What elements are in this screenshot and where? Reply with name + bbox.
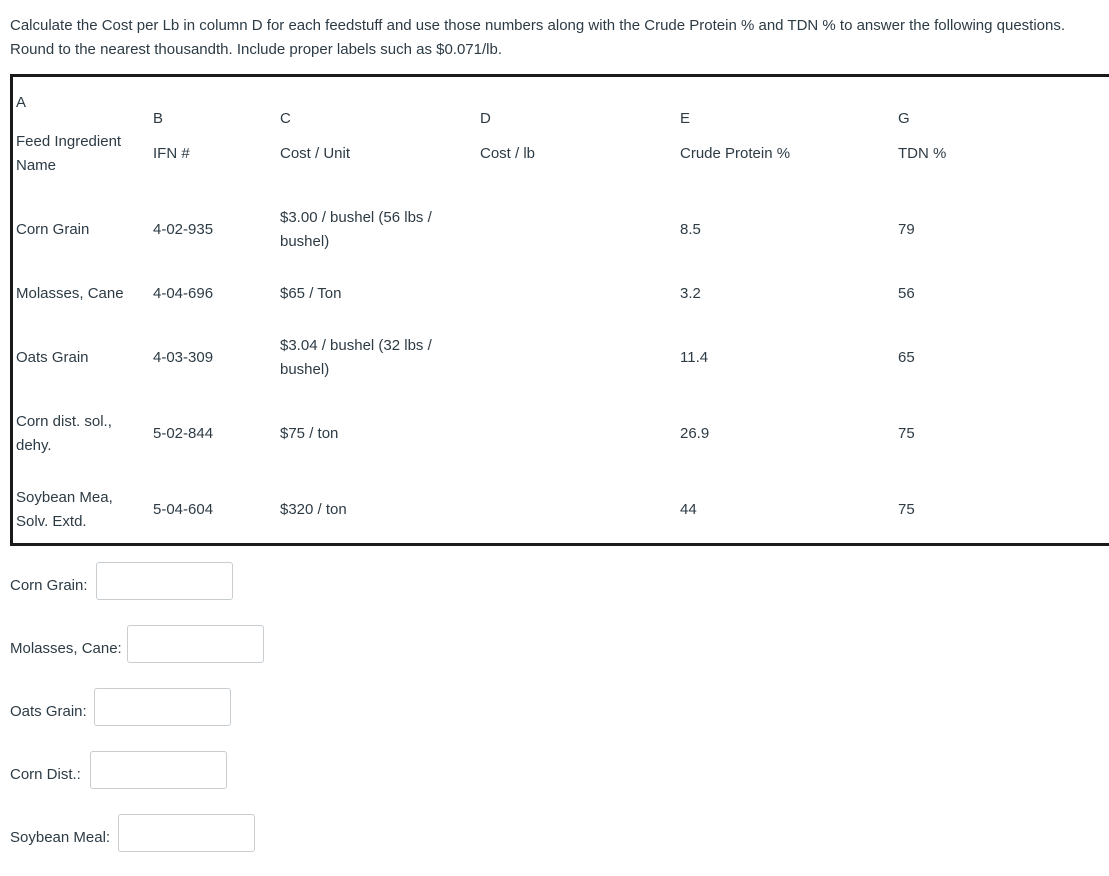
row-corn-grain-cost-unit: $3.00 / bushel (56 lbs / bushel) xyxy=(280,209,432,250)
header-cost-lb: Cost / lb xyxy=(480,145,536,162)
row-oats-grain-ifn: 4-03-309 xyxy=(153,349,214,366)
header-crude-protein: Crude Protein % xyxy=(680,145,791,162)
question-instructions: Calculate the Cost per Lb in column D for each feedstuff and use those numbers along with the Crude Protein % and TDN % to answer the following questions. Round to the nearest thousandth. Include proper labels such as $0.071/lb. xyxy=(10,17,1066,58)
row-soybean-meal-cost-unit: $320 / ton xyxy=(280,501,347,518)
column-letter-a: A xyxy=(16,94,27,111)
row-corn-grain-ifn: 4-02-935 xyxy=(153,221,214,238)
answer-label-corn-grain: Corn Grain: xyxy=(10,577,88,594)
column-letter-g: G xyxy=(898,110,910,127)
row-molasses-ifn: 4-04-696 xyxy=(153,285,214,302)
row-corn-dist-crude-protein: 26.9 xyxy=(680,425,710,442)
row-corn-dist-tdn: 75 xyxy=(898,425,915,442)
answer-input-soybean-meal[interactable] xyxy=(118,814,255,852)
answer-input-oats-grain[interactable] xyxy=(94,688,231,726)
feedstuff-table xyxy=(10,74,1109,546)
column-letter-e: E xyxy=(680,110,691,127)
row-soybean-meal-ifn: 5-04-604 xyxy=(153,501,214,518)
header-ifn: IFN # xyxy=(153,145,190,162)
row-corn-dist-name: Corn dist. sol., dehy. xyxy=(16,413,112,454)
row-molasses-cost-unit: $65 / Ton xyxy=(280,285,342,302)
row-corn-dist-ifn: 5-02-844 xyxy=(153,425,214,442)
row-corn-grain-name: Corn Grain xyxy=(16,221,90,238)
row-molasses-tdn: 56 xyxy=(898,285,915,302)
row-soybean-meal-crude-protein: 44 xyxy=(680,501,697,518)
row-oats-grain-tdn: 65 xyxy=(898,349,915,366)
column-letter-b: B xyxy=(153,110,164,127)
row-oats-grain-name: Oats Grain xyxy=(16,349,89,366)
row-corn-dist-cost-unit: $75 / ton xyxy=(280,425,339,442)
header-tdn: TDN % xyxy=(898,145,947,162)
column-letter-d: D xyxy=(480,110,491,127)
row-molasses-name: Molasses, Cane xyxy=(16,285,124,302)
answer-input-molasses-cane[interactable] xyxy=(127,625,264,663)
answer-label-molasses-cane: Molasses, Cane: xyxy=(10,640,122,657)
row-oats-grain-cost-unit: $3.04 / bushel (32 lbs / bushel) xyxy=(280,337,432,378)
answer-input-corn-dist[interactable] xyxy=(90,751,227,789)
row-molasses-crude-protein: 3.2 xyxy=(680,285,701,302)
row-corn-grain-tdn: 79 xyxy=(898,221,915,238)
answer-label-soybean-meal: Soybean Meal: xyxy=(10,829,111,846)
column-letter-c: C xyxy=(280,110,291,127)
answer-label-corn-dist: Corn Dist.: xyxy=(10,766,81,783)
answer-label-oats-grain: Oats Grain: xyxy=(10,703,87,720)
row-corn-grain-crude-protein: 8.5 xyxy=(680,221,701,238)
row-soybean-meal-tdn: 75 xyxy=(898,501,915,518)
header-cost-unit: Cost / Unit xyxy=(280,145,351,162)
header-feed-ingredient-name: Feed Ingredient Name xyxy=(16,133,122,174)
answer-input-corn-grain[interactable] xyxy=(96,562,233,600)
row-oats-grain-crude-protein: 11.4 xyxy=(680,349,709,366)
row-soybean-meal-name: Soybean Mea, Solv. Extd. xyxy=(16,489,113,530)
